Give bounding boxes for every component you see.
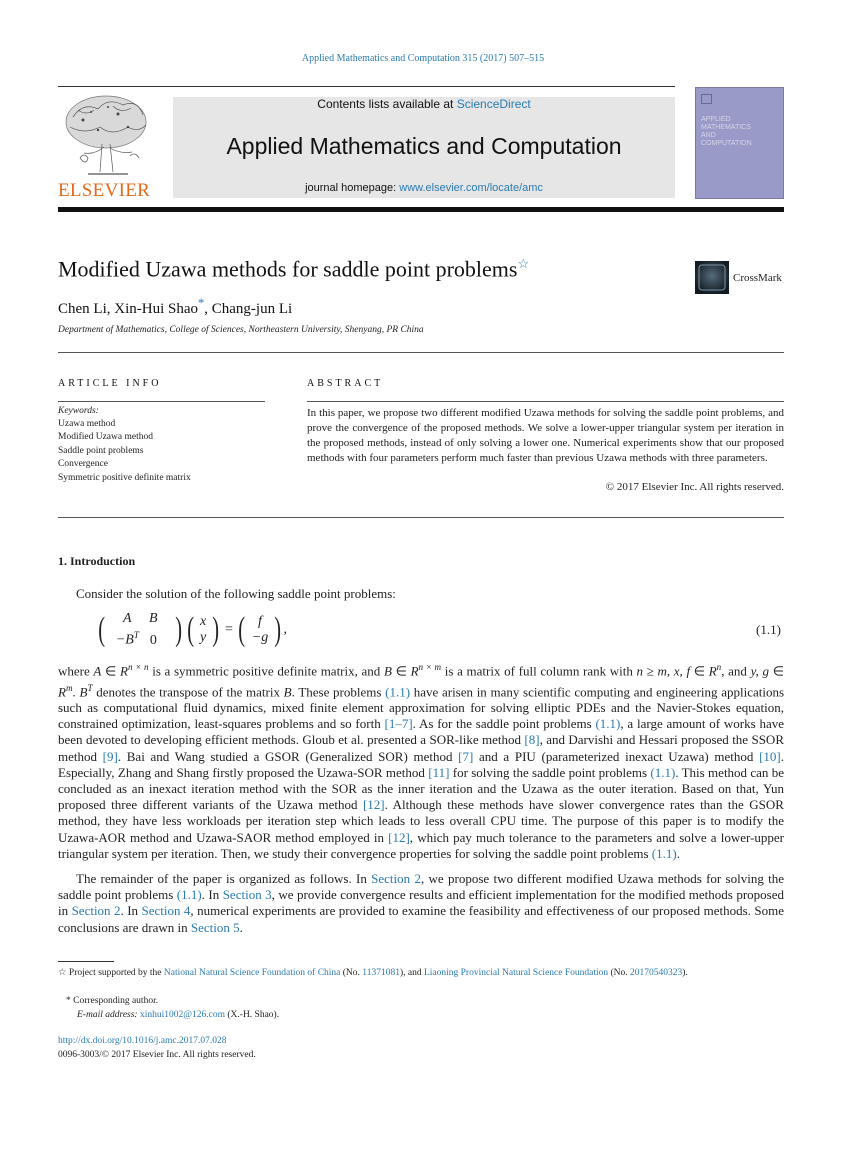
text-run: R	[58, 683, 66, 699]
journal-cover-thumbnail[interactable]	[695, 87, 784, 199]
article-info-heading: ARTICLE INFO	[58, 378, 162, 389]
footnote-funding	[58, 966, 784, 980]
text-run: , which pay much tolerance to the parameters and solve a lower-upper triangular system per iteration. Then, we study their convergence properties for solving the saddle point problems	[58, 829, 784, 861]
inline-reference-link[interactable]: Section 2	[371, 871, 421, 886]
text-run: . Although these methods have slower convergence rates than the GSOR method, they have less workloads per iteration step which leads to less overall CPU time. The purpose of this paper is to modify the Uzawa-AOR method and Uzawa-SAOR method employed in	[58, 797, 784, 845]
footnote-corresponding: * Corresponding author.	[66, 996, 159, 1006]
inline-reference-link[interactable]: [10]	[759, 748, 781, 764]
abstract-copyright: © 2017 Elsevier Inc. All rights reserved.	[605, 481, 784, 493]
inline-reference-link[interactable]: (1.1)	[650, 764, 676, 780]
keywords-label: Keywords:	[58, 406, 99, 416]
keyword-item: Uzawa method	[58, 419, 116, 429]
inline-reference-link[interactable]: [11]	[428, 764, 450, 780]
inline-reference-link[interactable]: Section 5	[190, 919, 240, 935]
text-run: . As for the saddle point problems	[412, 716, 596, 732]
intro-paragraph-1	[58, 659, 784, 862]
text-run: . Bai and Wang studied a GSOR (Generalized SOR) method	[117, 748, 459, 764]
text-run: ☆	[58, 968, 67, 978]
section-heading-introduction: 1. Introduction	[58, 554, 136, 568]
contents-line: Contents lists available at ScienceDirect	[317, 97, 531, 111]
text-run: A	[93, 663, 102, 679]
article-title: Modified Uzawa methods for saddle point problems☆	[58, 256, 530, 282]
header-top-rule	[58, 86, 675, 87]
sciencedirect-link[interactable]: ScienceDirect	[456, 97, 531, 111]
text-run: n ≥ m, x, f	[636, 663, 691, 679]
inline-reference-link[interactable]: 20170540323	[630, 968, 683, 978]
email-link[interactable]: xinhui1002@126.com	[139, 1010, 225, 1020]
text-run: n × m	[418, 662, 442, 672]
text-run: B	[283, 683, 292, 699]
journal-homepage-link[interactable]: www.elsevier.com/locate/amc	[399, 182, 543, 194]
issn-copyright: 0096-3003/© 2017 Elsevier Inc. All rights reserved.	[58, 1050, 256, 1060]
inline-reference-link[interactable]: National Natural Science Foundation of China	[163, 968, 341, 978]
header-bottom-rule	[58, 207, 784, 212]
inline-reference-link[interactable]: [12]	[388, 829, 410, 845]
text-run: , we propose two different modified Uzawa methods for solving the saddle point problems	[58, 871, 785, 903]
inline-reference-link[interactable]: (1.1)	[595, 716, 621, 732]
doi-link[interactable]: http://dx.doi.org/10.1016/j.amc.2017.07.028	[58, 1036, 227, 1046]
footnote-rule	[58, 961, 114, 962]
footnote-email: E-mail address: xinhui1002@126.com (X.-H. Shao).	[77, 1010, 280, 1020]
inline-reference-link[interactable]: [9]	[102, 748, 118, 764]
journal-name: Applied Mathematics and Computation	[226, 133, 622, 159]
inline-reference-link[interactable]: [7]	[458, 748, 474, 764]
crossmark-label[interactable]: CrossMark	[733, 272, 782, 284]
cover-logo-icon	[701, 94, 712, 104]
text-run: ∈	[690, 663, 709, 679]
text-run: ), and	[399, 968, 424, 978]
inline-reference-link[interactable]: [8]	[524, 732, 540, 748]
cover-title: APPLIED MATHEMATICS AND COMPUTATION	[701, 116, 752, 147]
keyword-item: Symmetric positive definite matrix	[58, 473, 191, 483]
text-run: R	[410, 663, 419, 679]
inline-reference-link[interactable]: Section 3	[222, 887, 272, 903]
title-footnote-mark[interactable]: ☆	[517, 256, 530, 271]
keyword-item: Convergence	[58, 459, 108, 469]
text-run: , a large amount of works have been devoted to developing efficient methods. Gloub et al. presented a SOR-like method	[58, 716, 784, 748]
text-run: where	[58, 663, 94, 679]
text-run: n	[716, 662, 722, 672]
inline-reference-link[interactable]: Section 4	[141, 903, 191, 919]
elsevier-wordmark: ELSEVIER	[58, 180, 151, 201]
inline-reference-link[interactable]: 11371081	[362, 968, 400, 978]
text-run: for solving the saddle point problems	[449, 764, 651, 780]
abstract-rule	[307, 401, 784, 402]
front-matter-rule	[58, 352, 784, 353]
text-run: , and	[721, 663, 751, 679]
text-run: B	[383, 663, 392, 679]
inline-reference-link[interactable]: [1–7]	[384, 716, 413, 732]
text-run: . Especially, Zhang and Shang firstly proposed the Uzawa-SOR method	[58, 748, 784, 780]
inline-reference-link[interactable]: Section 2	[71, 903, 121, 919]
intro-lead: Consider the solution of the following saddle point problems:	[76, 586, 396, 601]
article-info-rule	[58, 401, 265, 402]
inline-reference-link[interactable]: [12]	[362, 797, 385, 813]
text-run: denotes the transpose of the matrix	[92, 683, 284, 699]
inline-reference-link[interactable]: (1.1)	[651, 845, 677, 861]
text-run: .	[239, 919, 243, 935]
inline-reference-link[interactable]: (1.1)	[176, 887, 202, 903]
text-run: and a PIU (parameterized inexact Uzawa) method	[473, 748, 760, 764]
text-run: y, g	[750, 663, 770, 679]
text-run: ).	[682, 968, 688, 978]
text-run: T	[87, 682, 93, 693]
text-run: .	[72, 683, 80, 699]
equation-1-1: ( A B $-B^T$ 0 ) ( x y ) = ( f −g ) ,	[98, 611, 288, 648]
inline-reference-link[interactable]: Liaoning Provincial Natural Science Foundation	[423, 968, 609, 978]
text-run: n × n	[127, 662, 149, 672]
inline-reference-link[interactable]: (1.1)	[385, 683, 411, 699]
equation-number: (1.1)	[756, 622, 781, 637]
text-run: ∈	[101, 663, 121, 679]
text-run: .	[676, 845, 680, 861]
text-run: is a symmetric positive definite matrix, and	[148, 663, 384, 679]
affiliation: Department of Mathematics, College of Sciences, Northeastern University, Shenyang, PR China	[58, 325, 424, 335]
text-run: . This method can be concluded as an inexact iteration method with the SOR as the inner iteration and the Uzawa as the outer iteration. Based on that, Yun proposed three different variants of the Uzawa method	[58, 764, 785, 813]
text-run: , and Darvishi and Hessari proposed the SSOR method	[58, 732, 784, 764]
crossmark-icon[interactable]	[695, 261, 729, 294]
text-run: (No.	[340, 968, 363, 978]
text-run: ∈	[391, 663, 411, 679]
elsevier-tree-logo[interactable]	[58, 92, 158, 182]
keyword-item: Saddle point problems	[58, 446, 144, 456]
text-run: ∈	[769, 663, 785, 679]
text-run: m	[65, 682, 73, 693]
abstract-heading: ABSTRACT	[307, 378, 384, 389]
text-run: . In	[201, 887, 223, 903]
intro-paragraph-2	[58, 871, 784, 936]
text-run: B	[79, 683, 88, 699]
text-run: R	[120, 663, 128, 679]
keyword-item: Modified Uzawa method	[58, 432, 153, 442]
text-run: . In	[120, 903, 142, 919]
abstract-bottom-rule	[58, 517, 784, 518]
text-run: is a matrix of full column rank with	[441, 663, 637, 679]
text-run: , we provide convergence results and efficient implementation for the modified methods proposed in	[58, 887, 784, 919]
author-list: Chen Li, Xin-Hui Shao*, Chang-jun Li	[58, 296, 293, 317]
text-run: . These problems	[291, 683, 386, 699]
text-run: have arisen in many scientific computing and engineering applications such as computational fluid dynamics, mixed finite element approximation for solving elliptic PDEs and the Navier-Stokes equation, constrained optimization, least-squares problems and so forth	[58, 683, 785, 732]
abstract-text: In this paper, we propose two different modified Uzawa methods for solving the saddle point problems, and prove the convergence of the proposed methods. We solve a lower-upper triangular system per iteration in the proposed methods, instead of only solving a lower one. Numerical experiments show that our proposed methods with four parameters perform much faster than previous Uzawa methods with three parameters.	[307, 407, 784, 464]
journal-citation[interactable]: Applied Mathematics and Computation 315 (2017) 507–515	[301, 53, 545, 64]
text-run: R	[708, 663, 717, 679]
journal-homepage-line: journal homepage: www.elsevier.com/locate/amc	[305, 182, 543, 194]
text-run: (No.	[608, 968, 631, 978]
text-run: , numerical experiments are provided to examine the feasibility and effectiveness of our proposed methods. Some conclusions are drawn in	[58, 903, 784, 935]
corresponding-author-mark[interactable]: *	[198, 296, 205, 310]
text-run: Project supported by the	[66, 968, 164, 978]
text-run: The remainder of the paper is organized as follows. In	[76, 871, 372, 886]
